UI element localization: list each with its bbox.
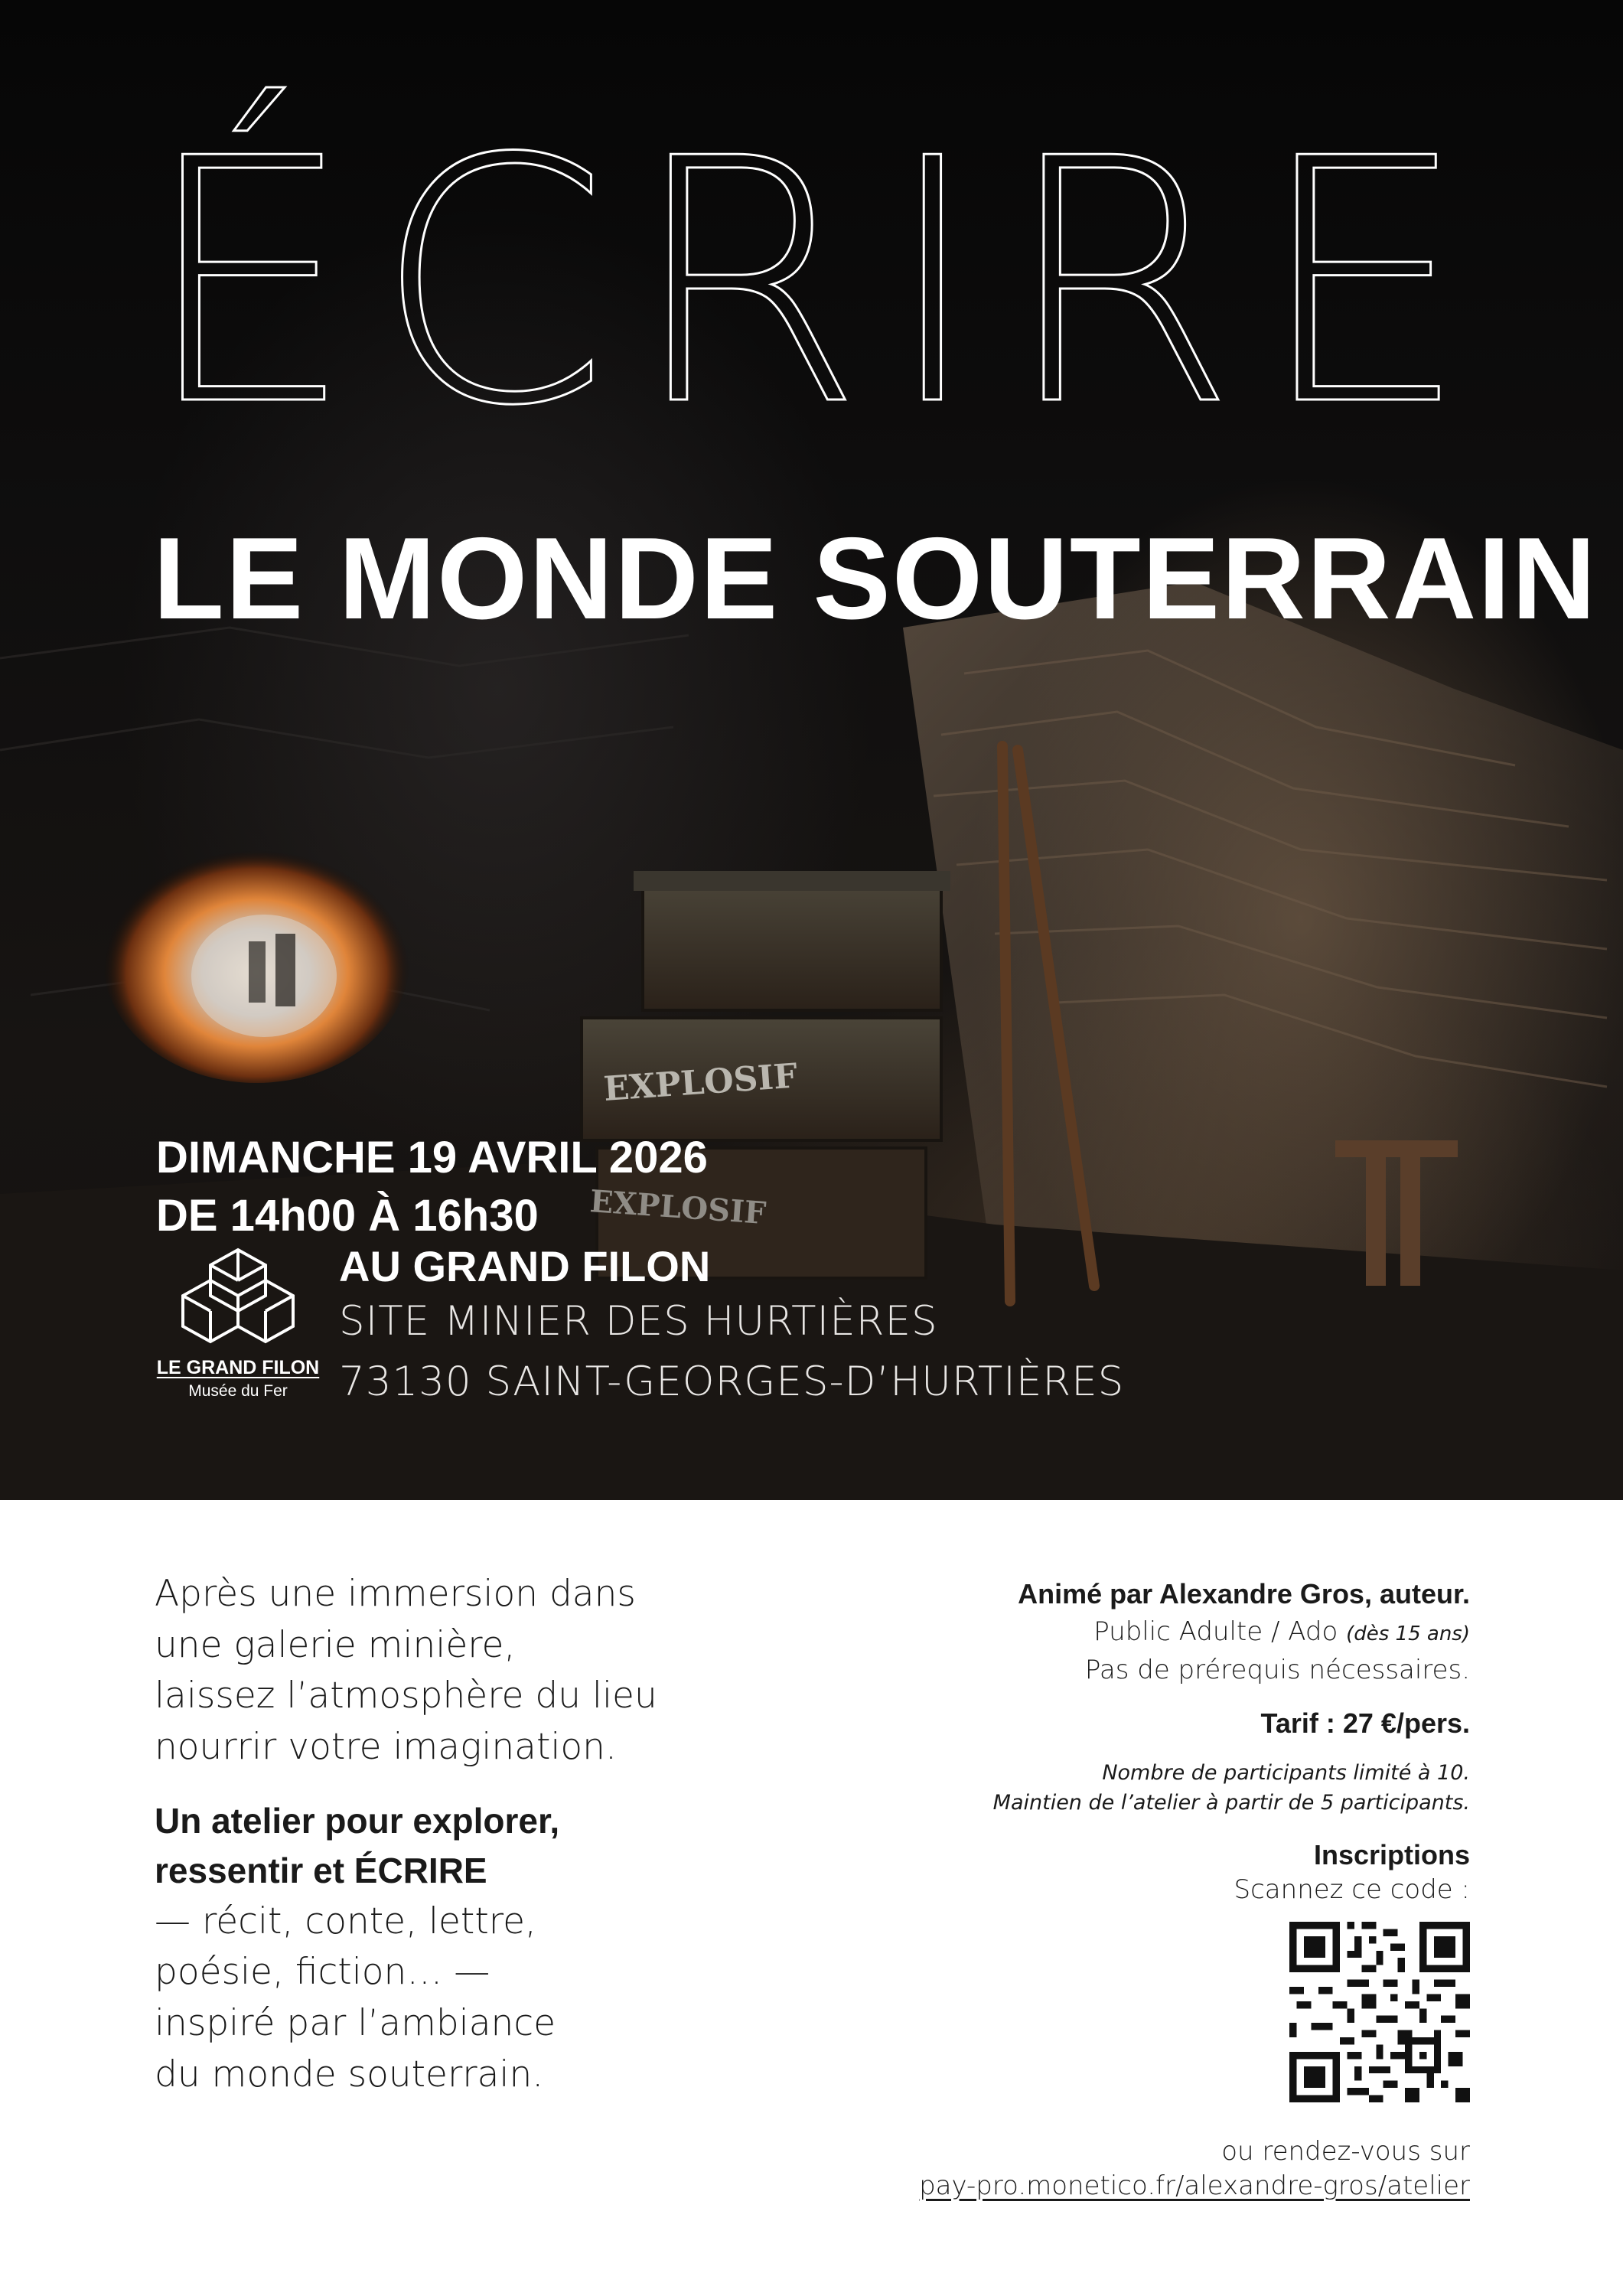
intro-line: laissez l’atmosphère du lieu <box>155 1675 657 1717</box>
place-name: AU GRAND FILON <box>339 1242 711 1290</box>
participant-minimum: Maintien de l’atelier à partir de 5 participants. <box>992 1791 1470 1815</box>
title-sub: LE MONDE SOUTERRAIN <box>153 514 1598 644</box>
place-address: 73130 SAINT-GEORGES-D’HURTIÈRES <box>339 1358 1125 1405</box>
workshop-headline <box>155 1796 782 1896</box>
event-time: DE 14h00 À 16h30 <box>156 1191 539 1241</box>
intro-line: une galerie minière, <box>155 1623 516 1666</box>
registration-link[interactable]: pay-pro.monetico.fr/alexandre-gros/atelier <box>919 2170 1470 2201</box>
place-site: SITE MINIER DES HURTIÈRES <box>339 1298 938 1345</box>
detail-line: poésie, fiction… — <box>155 1951 490 1994</box>
crate-label-1: EXPLOSIF <box>602 1056 799 1109</box>
title-main: ÉCRIRE <box>142 87 1489 479</box>
public-age: (dès 15 ans) <box>1346 1623 1470 1646</box>
hexagon-logo-icon <box>177 1244 299 1351</box>
event-date: DIMANCHE 19 AVRIL 2026 <box>156 1133 708 1182</box>
logo-subtitle: Musée du Fer <box>188 1382 288 1400</box>
price-line: Tarif : 27 €/pers. <box>1260 1707 1470 1739</box>
or-visit-line: ou rendez-vous sur <box>1221 2135 1470 2167</box>
explosive-crates <box>582 871 950 1278</box>
participant-limit: Nombre de participants limité à 10. <box>1102 1760 1470 1785</box>
public-label: Public Adulte / Ado <box>1093 1616 1338 1648</box>
crate-label-2: EXPLOSIF <box>588 1183 768 1232</box>
description-column <box>155 1569 782 2101</box>
logo-name: LE GRAND FILON <box>156 1357 320 1378</box>
detail-line: du monde souterrain. <box>155 2053 544 2095</box>
info-column <box>781 1575 1470 2201</box>
public-line <box>781 1613 1470 1651</box>
qr-code-icon[interactable] <box>1289 1922 1470 2102</box>
host-line: Animé par Alexandre Gros, auteur. <box>1018 1578 1470 1609</box>
detail-line: — récit, conte, lettre, <box>155 1900 536 1942</box>
prereq-line: Pas de prérequis nécessaires. <box>1084 1654 1470 1685</box>
registration-heading: Inscriptions <box>1313 1839 1470 1871</box>
intro-line: nourrir votre imagination. <box>155 1726 617 1769</box>
detail-line: inspiré par l’ambiance <box>155 2002 556 2045</box>
headline-line: Un atelier pour explorer, <box>155 1800 560 1841</box>
headline-line: ressentir et ÉCRIRE <box>155 1851 487 1891</box>
intro-paragraph <box>155 1569 782 1773</box>
workshop-details <box>155 1896 782 2101</box>
scan-instruction: Scannez ce code : <box>1234 1874 1470 1906</box>
grand-filon-logo <box>153 1244 323 1401</box>
intro-line: Après une immersion dans <box>155 1573 636 1615</box>
